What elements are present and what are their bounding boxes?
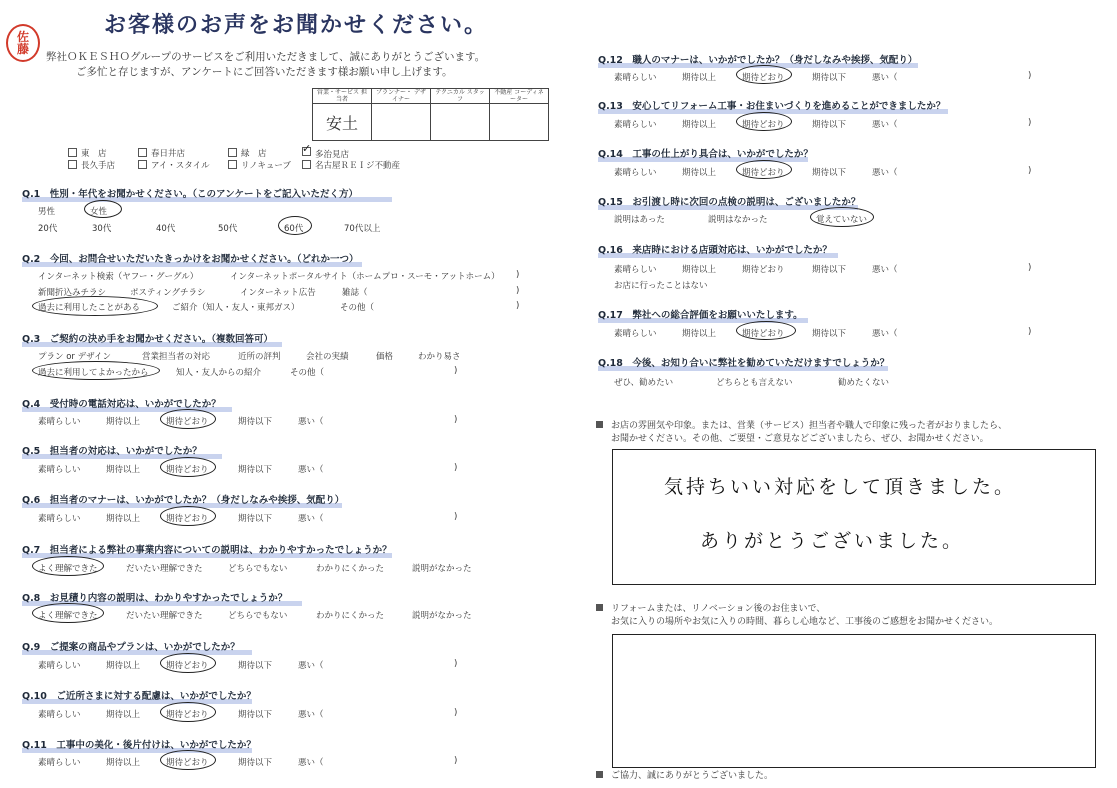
option: ) <box>454 708 458 718</box>
option[interactable]: 期待以上 <box>106 710 141 720</box>
question-q16: Q.16 来店時における店頭対応は、いかがでしたか？ <box>598 242 832 256</box>
option[interactable]: 期待以下 <box>238 758 273 768</box>
option[interactable]: 期待以下 <box>238 661 273 671</box>
option[interactable]: その他（ <box>340 303 375 313</box>
option[interactable]: 期待どおり <box>742 73 785 83</box>
option[interactable]: 期待以下 <box>238 514 273 524</box>
staff-value-planner[interactable] <box>372 104 431 141</box>
question-q5: Q.5 担当者の対応は、いかがでしたか？ <box>22 443 202 457</box>
footer-note <box>596 770 773 783</box>
option: ) <box>1028 263 1032 273</box>
store-label: 多治見店 <box>315 150 350 160</box>
question-q1: Q.1 性別・年代をお聞かせください。（このアンケートをご記入いただく方） <box>22 186 358 200</box>
option[interactable]: 期待以下 <box>812 73 847 83</box>
option[interactable]: 悪い（ <box>298 465 324 475</box>
option[interactable]: 期待以下 <box>238 417 273 427</box>
option[interactable]: 説明はなかった <box>708 215 768 225</box>
handwritten-answer-line-2: ありがとうございました。 <box>700 530 965 552</box>
bullet-square-icon <box>596 421 603 428</box>
comment-box-2[interactable] <box>612 634 1096 768</box>
comment-prompt-2-line-1: リフォームまたは、リノベーション後のお住まいで、 <box>611 604 826 614</box>
question-q13: Q.13 安心してリフォーム工事・お住まいづくりを進めることができましたか？ <box>598 98 945 112</box>
option[interactable]: 60代 <box>284 224 304 234</box>
option[interactable]: 40代 <box>156 224 176 234</box>
staff-header-planner: プランナー・ デザイナー <box>372 89 431 104</box>
option[interactable]: 期待以下 <box>812 265 847 275</box>
intro-line-2: ご多忙と存じますが、アンケートにご回答いただきます様お願い申し上げます。 <box>76 66 453 78</box>
option[interactable]: 説明がなかった <box>412 564 472 574</box>
comment-prompt-1-line-2: お聞かせください。その他、ご要望・ご意見などございましたら、ぜひ、お聞かせください。 <box>611 434 989 444</box>
answer-circle <box>32 296 158 316</box>
option[interactable]: 期待以下 <box>238 710 273 720</box>
option[interactable]: どちらでもない <box>228 564 288 574</box>
option[interactable]: 素晴らしい <box>38 417 81 427</box>
option[interactable]: 素晴らしい <box>614 329 657 339</box>
option[interactable]: 素晴らしい <box>614 120 657 130</box>
option[interactable]: だいたい理解できた <box>126 611 203 621</box>
option[interactable]: 会社の実績 <box>306 352 349 362</box>
option[interactable]: よく理解できた <box>38 564 98 574</box>
option[interactable]: 悪い（ <box>298 417 324 427</box>
option[interactable]: どちらとも言えない <box>716 378 793 388</box>
answer-circle <box>32 603 104 623</box>
option[interactable]: 期待どおり <box>166 465 209 475</box>
option: ) <box>1028 118 1032 128</box>
staff-value-technical[interactable] <box>431 104 490 141</box>
option: ) <box>1028 327 1032 337</box>
checkbox[interactable] <box>302 160 311 169</box>
option[interactable]: 素晴らしい <box>38 661 81 671</box>
question-q15: Q.15 お引渡し時に次回の点検の説明は、ございましたか？ <box>598 197 861 208</box>
option[interactable]: 期待どおり <box>166 417 209 427</box>
option: ) <box>454 512 458 522</box>
option[interactable]: 素晴らしい <box>38 514 81 524</box>
option: ) <box>1028 71 1032 81</box>
option[interactable]: わかりにくかった <box>316 564 385 574</box>
option[interactable]: 悪い（ <box>872 73 898 83</box>
comment-prompt-2 <box>596 603 998 629</box>
answer-circle <box>160 457 216 477</box>
option[interactable]: 悪い（ <box>872 265 898 275</box>
option: ) <box>1028 166 1032 176</box>
option[interactable]: 説明がなかった <box>412 611 472 621</box>
option[interactable]: 知人・友人からの紹介 <box>176 368 262 378</box>
answer-circle <box>84 200 122 218</box>
option[interactable]: 期待以下 <box>238 465 273 475</box>
answer-circle <box>810 207 874 227</box>
option[interactable]: どちらでもない <box>228 611 288 621</box>
answer-circle <box>736 160 792 179</box>
option: ) <box>454 366 458 376</box>
comment-prompt-1 <box>596 420 1007 446</box>
option[interactable]: 素晴らしい <box>38 710 81 720</box>
option[interactable]: わかりにくかった <box>316 611 385 621</box>
question-q9: Q.9 ご提案の商品やプランは、いかがでしたか？ <box>22 639 240 653</box>
option[interactable]: ご紹介（知人・友人・東邦ガス） <box>172 303 300 313</box>
store-label: リノキューブ <box>241 161 291 171</box>
footer-text: ご協力、誠にありがとうございました。 <box>611 771 774 781</box>
handwritten-answer-line-1: 気持ちいい対応をして頂きました。 <box>664 476 1017 498</box>
option[interactable]: ポスティングチラシ <box>130 288 206 298</box>
option[interactable]: 悪い（ <box>298 514 324 524</box>
option: ) <box>454 756 458 766</box>
store-label: 緑 店 <box>241 149 267 159</box>
store-label: 長久手店 <box>81 161 116 171</box>
option[interactable]: よく理解できた <box>38 611 98 621</box>
page-title: お客様のお声をお聞かせください。 <box>104 13 489 38</box>
option[interactable]: 20代 <box>38 224 58 234</box>
answer-circle <box>736 65 792 84</box>
option[interactable]: 素晴らしい <box>614 73 657 83</box>
option: ) <box>516 301 520 311</box>
bullet-square-icon <box>596 604 603 611</box>
question-q12: Q.12 職人のマナーは、いかがでしたか？（身だしなみや挨拶、気配り） <box>598 55 918 66</box>
option[interactable]: 悪い（ <box>298 710 324 720</box>
option[interactable]: 期待どおり <box>166 758 209 768</box>
option[interactable]: 営業担当者の対応 <box>142 352 211 362</box>
question-q3: Q.3 ご契約の決め手をお聞かせください。（複数回答可） <box>22 331 273 345</box>
store-option[interactable] <box>68 159 115 171</box>
answer-circle <box>736 112 792 131</box>
staff-header-technical: テクニカル スタッフ <box>431 89 490 104</box>
store-label: 春日井店 <box>151 149 186 159</box>
option[interactable]: 期待どおり <box>742 168 785 178</box>
option[interactable]: 期待以上 <box>682 265 717 275</box>
store-option[interactable] <box>228 159 291 171</box>
staff-header-sales: 営業・サービス 担当者 <box>313 89 372 104</box>
question-q7: Q.7 担当者による弊社の事業内容についての説明は、わかりやすかったでしょうか？ <box>22 545 392 556</box>
staff-table <box>312 88 549 141</box>
option[interactable]: わかり易さ <box>418 352 461 362</box>
option[interactable]: 女性 <box>90 207 108 217</box>
option[interactable]: 期待どおり <box>742 120 785 130</box>
option[interactable]: 期待どおり <box>742 265 785 275</box>
question-q8: Q.8 お見積り内容の説明は、わかりやすかったでしょうか？ <box>22 590 287 604</box>
option: ) <box>454 659 458 669</box>
checkbox[interactable] <box>228 160 237 169</box>
option[interactable]: 新聞折込みチラシ <box>38 288 107 298</box>
store-label: 名古屋ＲＥＩジ不動産 <box>315 161 401 171</box>
option[interactable]: 過去に利用してよかったから <box>38 368 149 378</box>
checkbox[interactable] <box>138 148 147 157</box>
option[interactable]: 期待どおり <box>742 329 785 339</box>
comment-box-1[interactable] <box>612 449 1096 585</box>
staff-value-realestate[interactable] <box>490 104 549 141</box>
option[interactable]: 悪い（ <box>298 661 324 671</box>
answer-circle <box>160 409 216 429</box>
answer-circle <box>160 702 216 722</box>
option[interactable]: 期待どおり <box>166 710 209 720</box>
option[interactable]: インターネット検索（ヤフー・グーグル） <box>38 272 199 282</box>
option[interactable]: 雑誌（ <box>342 288 368 298</box>
option: ) <box>516 270 520 280</box>
option[interactable]: 男性 <box>38 207 56 217</box>
option[interactable]: 悪い（ <box>872 120 898 130</box>
option[interactable]: 期待以上 <box>106 514 141 524</box>
option[interactable]: 近所の評判 <box>238 352 281 362</box>
staff-header-realestate: 不動産 コーディネーター <box>490 89 549 104</box>
answer-circle <box>736 321 796 340</box>
option[interactable]: 悪い（ <box>872 329 898 339</box>
answer-circle <box>160 750 216 770</box>
option[interactable]: 期待以上 <box>106 417 141 427</box>
comment-prompt-1-line-1: お店の雰囲気や印象。または、営業（サービス）担当者や職人で印象に残った者がおりましたら、 <box>611 421 1008 431</box>
option[interactable]: 期待以上 <box>682 329 717 339</box>
seal-stamp: 佐 藤 <box>6 24 40 62</box>
option[interactable]: 期待以上 <box>682 120 717 130</box>
checkbox-checked[interactable] <box>302 147 311 156</box>
option[interactable]: 期待以上 <box>106 661 141 671</box>
question-q10: Q.10 ご近所さまに対する配慮は、いかがでしたか？ <box>22 691 256 702</box>
option[interactable]: お店に行ったことはない <box>614 281 708 291</box>
answer-circle <box>32 361 160 380</box>
option[interactable]: 期待以下 <box>812 168 847 178</box>
comment-prompt-2-line-2: お気に入りの場所やお気に入りの時間、暮らし心地など、工事後のご感想をお聞かせください。 <box>611 617 999 627</box>
option: ) <box>454 415 458 425</box>
answer-circle <box>160 506 216 526</box>
option[interactable]: 期待以下 <box>812 120 847 130</box>
intro-line-1: 弊社ＯＫＥＳＨＯグループのサービスをご利用いただきまして、誠にありがとうございます。 <box>46 51 486 63</box>
intro-text <box>46 50 485 80</box>
option[interactable]: 期待以上 <box>682 168 717 178</box>
checkbox[interactable] <box>228 148 237 157</box>
option[interactable]: インターネットポータルサイト（ホームプロ・スーモ・アットホーム） <box>230 272 500 282</box>
bullet-square-icon <box>596 771 603 778</box>
option[interactable]: 素晴らしい <box>38 758 81 768</box>
option[interactable]: 価格 <box>376 352 394 362</box>
store-label: アイ・スタイル <box>151 161 210 171</box>
option[interactable]: 説明はあった <box>614 215 665 225</box>
option[interactable]: 期待以下 <box>812 329 847 339</box>
option[interactable]: インターネット広告 <box>240 288 316 298</box>
question-q6: Q.6 担当者のマナーは、いかがでしたか？（身だしなみや挨拶、気配り） <box>22 495 345 506</box>
store-option[interactable] <box>68 147 107 159</box>
option[interactable]: その他（ <box>290 368 325 378</box>
question-q18: Q.18 今後、お知り合いに弊社を勧めていただけますでしょうか？ <box>598 358 890 369</box>
option[interactable]: 勧めたくない <box>838 378 890 388</box>
question-q11: Q.11 工事中の美化・後片付けは、いかがでしたか？ <box>22 740 256 751</box>
option[interactable]: 期待どおり <box>166 514 209 524</box>
option[interactable]: 過去に利用したことがある <box>38 303 141 313</box>
option[interactable]: 期待以上 <box>106 758 141 768</box>
store-option[interactable] <box>138 147 185 159</box>
option[interactable]: 30代 <box>92 224 112 234</box>
checkbox[interactable] <box>68 160 77 169</box>
option[interactable]: 期待どおり <box>166 661 209 671</box>
question-q4: Q.4 受付時の電話対応は、いかがでしたか？ <box>22 396 221 410</box>
staff-value-sales[interactable]: 安土 <box>313 104 372 141</box>
option[interactable]: 素晴らしい <box>614 265 657 275</box>
option[interactable]: だいたい理解できた <box>126 564 203 574</box>
option[interactable]: 70代以上 <box>344 224 381 234</box>
option[interactable]: 悪い（ <box>298 758 324 768</box>
answer-circle <box>32 556 104 576</box>
option: ) <box>516 286 520 296</box>
option: ) <box>454 463 458 473</box>
option[interactable]: 50代 <box>218 224 238 234</box>
option[interactable]: ぜひ、勧めたい <box>614 378 674 388</box>
answer-circle <box>278 216 312 235</box>
option[interactable]: 期待以上 <box>682 73 717 83</box>
option[interactable]: 素晴らしい <box>38 465 81 475</box>
option[interactable]: 悪い（ <box>872 168 898 178</box>
store-option[interactable] <box>228 147 267 159</box>
store-label: 東 店 <box>81 149 107 159</box>
option[interactable]: 覚えていない <box>816 215 868 225</box>
checkbox[interactable] <box>138 160 147 169</box>
checkbox[interactable] <box>68 148 77 157</box>
question-q17: Q.17 弊社への総合評価をお願いいたします。 <box>598 307 803 321</box>
question-q2: Q.2 今回、お問合せいただいたきっかけをお聞かせください。（どれか一つ） <box>22 251 359 265</box>
option[interactable]: 素晴らしい <box>614 168 657 178</box>
store-option[interactable] <box>138 159 210 171</box>
store-option[interactable] <box>302 159 400 171</box>
option[interactable]: プラン or デザイン <box>38 352 112 362</box>
option[interactable]: 期待以上 <box>106 465 141 475</box>
answer-circle <box>160 653 216 673</box>
question-q14: Q.14 工事の仕上がり具合は、いかがでしたか？ <box>598 149 813 160</box>
